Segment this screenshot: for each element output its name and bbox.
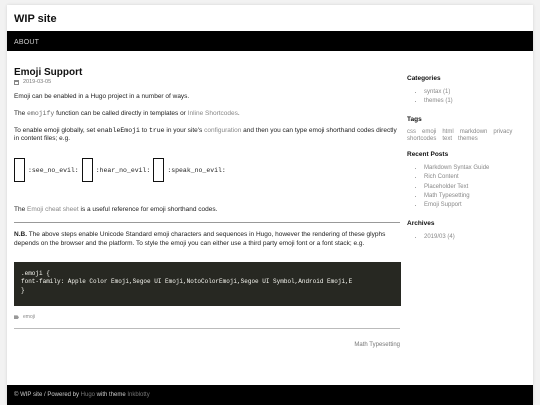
paragraph-enable <box>14 127 398 145</box>
archive-item[interactable]: • 2019/03 (4) <box>424 233 527 242</box>
calendar-icon <box>14 80 19 85</box>
post-title: Emoji Support <box>14 67 83 78</box>
emoji-glyph-icon <box>14 158 25 182</box>
paragraph-intro: Emoji can be enabled in a Hugo project in a number of ways. <box>14 93 190 100</box>
tag-link[interactable]: html <box>442 128 454 135</box>
text-part: The <box>14 206 28 214</box>
category-item[interactable]: • themes (1) <box>424 97 527 106</box>
recent-posts-heading: Recent Posts <box>407 151 449 159</box>
tags-heading: Tags <box>407 115 422 123</box>
tags-cloud <box>407 129 527 143</box>
archives-list <box>407 233 527 242</box>
tag-link[interactable]: markdown <box>459 128 488 135</box>
note-label: N.B. <box>14 230 27 238</box>
enableemoji-code: enableEmoji <box>96 126 140 134</box>
true-code: true <box>148 126 165 134</box>
emoji-glyph-icon <box>82 158 93 182</box>
recent-post-item[interactable]: • Placeholder Text <box>424 183 527 192</box>
emojify-code: emojify <box>27 109 55 117</box>
code-block <box>14 262 401 306</box>
divider <box>14 222 400 223</box>
recent-post-item[interactable]: • Markdown Syntax Guide <box>424 164 527 173</box>
archives-heading: Archives <box>407 219 435 227</box>
text-part: To enable emoji globally, set <box>14 126 97 134</box>
tag-link[interactable]: css <box>407 128 416 135</box>
tag-link[interactable]: shortcodes <box>407 136 437 143</box>
page <box>7 5 533 405</box>
date-text: 2019-03-05 <box>23 79 52 85</box>
nav-about-link[interactable]: ABOUT <box>14 39 40 46</box>
categories-list <box>407 88 527 107</box>
hugo-link[interactable]: Hugo <box>80 392 96 398</box>
post-main <box>14 67 401 348</box>
emoji-shortcode: :see_no_evil: <box>28 166 79 174</box>
recent-post-item[interactable]: • Math Typesetting <box>424 192 527 201</box>
text-part: function can be called directly in templates or <box>54 109 188 117</box>
sidebar <box>407 75 527 251</box>
post-date <box>14 79 401 85</box>
paragraph-emojify <box>14 110 398 119</box>
tag-link[interactable]: text <box>442 136 453 143</box>
next-post-link[interactable]: Math Typesetting <box>354 342 400 349</box>
text-part: is a useful reference for emoji shorthand codes. <box>78 206 218 214</box>
note-text: The above steps enable Unicode Standard emoji characters and sequences in Hugo, however the rendering of these glyphs depends on the browser and the platform. To style the emoji you can either use a third party emoji font or a font stack; e.g. <box>14 230 386 247</box>
site-title[interactable]: WIP site <box>14 13 57 25</box>
tag-link[interactable]: privacy <box>493 128 513 135</box>
text-part: The <box>14 109 28 117</box>
post-tag-emoji[interactable]: emoji <box>23 314 35 321</box>
post-tags <box>14 314 401 320</box>
tag-link[interactable]: emoji <box>422 128 437 135</box>
code-line: font-family: Apple Color Emoji,Segoe UI Emoji,NotoColorEmoji,Segoe UI Symbol,Android Emoji,E <box>21 278 353 286</box>
site-footer <box>7 385 533 405</box>
text-part: to <box>139 126 149 134</box>
recent-posts-list <box>407 164 527 210</box>
site-header <box>7 5 533 31</box>
text-part: . <box>237 109 240 117</box>
inline-shortcodes-link[interactable]: Inline Shortcodes <box>187 109 238 117</box>
categories-heading: Categories <box>407 75 441 82</box>
code-line: .emoji { <box>21 270 50 278</box>
emoji-shortcode: :hear_no_evil: <box>95 166 151 174</box>
text-part: and then you can type emoji shorthand codes directly in content files; e.g. <box>14 126 397 143</box>
emoji-glyph-icon <box>153 158 164 182</box>
theme-link[interactable]: Inkblotty <box>127 392 150 398</box>
footer-text: with theme <box>95 392 128 398</box>
footer-text: © WIP site / Powered by <box>14 392 81 398</box>
tag-link[interactable]: themes <box>458 136 478 143</box>
divider <box>14 328 400 329</box>
paragraph-cheatsheet <box>14 206 398 215</box>
tag-icon <box>14 315 19 319</box>
emoji-example-row <box>14 156 401 184</box>
nav-bar <box>7 31 533 51</box>
text-part: in your site's <box>164 126 205 134</box>
recent-post-item[interactable]: • Rich Content <box>424 173 527 182</box>
category-item[interactable]: • syntax (1) <box>424 88 527 97</box>
paragraph-note <box>14 231 398 249</box>
recent-post-item[interactable]: • Emoji Support <box>424 201 527 210</box>
configuration-link[interactable]: configuration <box>204 126 242 134</box>
code-line: } <box>21 286 25 294</box>
cheat-sheet-link[interactable]: Emoji cheat sheet <box>27 206 79 214</box>
emoji-shortcode: :speak_no_evil: <box>167 166 226 174</box>
